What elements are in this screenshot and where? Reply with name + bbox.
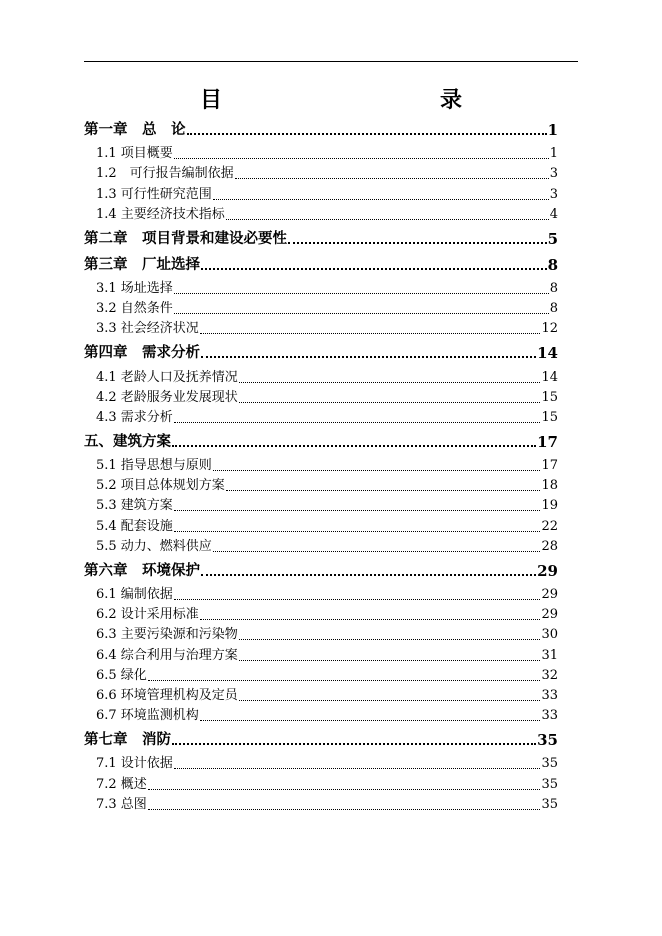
toc-entry-page-number: 35 bbox=[541, 776, 558, 792]
toc-entry-label: 1.3 可行性研究范围 bbox=[96, 186, 212, 202]
toc-entry-page-number: 4 bbox=[549, 206, 558, 222]
dot-leader bbox=[201, 356, 536, 358]
toc-entry-label: 7.2 概述 bbox=[96, 776, 147, 792]
dot-leader bbox=[174, 422, 541, 423]
toc-section-entry[interactable] bbox=[84, 605, 558, 625]
toc-entry-page-number: 3 bbox=[549, 166, 558, 182]
toc-section-entry[interactable] bbox=[84, 388, 558, 408]
toc-entry-page-number: 28 bbox=[541, 538, 558, 554]
toc-entry-page-number: 31 bbox=[541, 647, 558, 663]
dot-leader bbox=[174, 293, 549, 294]
toc-entry-page-number: 1 bbox=[547, 121, 558, 139]
toc-section-entry[interactable] bbox=[84, 686, 558, 706]
dot-leader bbox=[172, 743, 536, 745]
toc-entry-label: 第七章 消防 bbox=[84, 731, 171, 749]
toc-entry-page-number: 8 bbox=[549, 280, 558, 296]
toc-section-entry[interactable] bbox=[84, 516, 558, 536]
toc-chapter-entry[interactable] bbox=[84, 430, 558, 451]
toc-entry-page-number: 33 bbox=[541, 708, 558, 724]
toc-entry-page-number: 35 bbox=[541, 756, 558, 772]
toc-section-entry[interactable] bbox=[84, 795, 558, 815]
toc-entry-label: 6.6 环境管理机构及定员 bbox=[96, 687, 238, 703]
toc-entry-page-number: 17 bbox=[541, 458, 558, 474]
table-of-contents bbox=[84, 116, 558, 815]
toc-entry-page-number: 15 bbox=[541, 409, 558, 425]
toc-entry-label: 6.5 绿化 bbox=[96, 667, 147, 683]
toc-entry-page-number: 14 bbox=[541, 369, 558, 385]
toc-entry-label: 5.3 建筑方案 bbox=[96, 498, 173, 514]
toc-entry-label: 4.3 需求分析 bbox=[96, 409, 173, 425]
toc-section-entry[interactable] bbox=[84, 774, 558, 794]
toc-entry-label: 3.3 社会经济状况 bbox=[96, 321, 199, 337]
toc-section-entry[interactable] bbox=[84, 456, 558, 476]
toc-chapter-entry[interactable] bbox=[84, 253, 558, 274]
toc-section-entry[interactable] bbox=[84, 144, 558, 164]
toc-section-entry[interactable] bbox=[84, 666, 558, 686]
toc-section-entry[interactable] bbox=[84, 706, 558, 726]
toc-entry-label: 5.2 项目总体规划方案 bbox=[96, 478, 225, 494]
dot-leader bbox=[201, 268, 547, 270]
toc-entry-page-number: 29 bbox=[541, 587, 558, 602]
toc-entry-label: 4.2 老龄服务业发展现状 bbox=[96, 389, 238, 405]
dot-leader bbox=[200, 619, 541, 620]
toc-entry-page-number: 14 bbox=[537, 344, 558, 363]
toc-entry-page-number: 35 bbox=[537, 731, 558, 750]
toc-entry-label: 6.3 主要污染源和污染物 bbox=[96, 627, 238, 643]
dot-leader bbox=[148, 680, 541, 681]
dot-leader bbox=[239, 639, 541, 640]
toc-entry-label: 第二章 项目背景和建设必要性 bbox=[84, 229, 287, 247]
dot-leader bbox=[174, 158, 549, 159]
dot-leader bbox=[148, 789, 541, 790]
toc-entry-page-number: 15 bbox=[541, 389, 558, 405]
dot-leader bbox=[174, 599, 541, 600]
toc-entry-page-number: 19 bbox=[541, 498, 558, 514]
toc-entry-page-number: 8 bbox=[549, 301, 558, 317]
toc-section-entry[interactable] bbox=[84, 164, 558, 184]
toc-section-entry[interactable] bbox=[84, 537, 558, 557]
toc-entry-label: 7.3 总图 bbox=[96, 796, 147, 812]
toc-chapter-entry[interactable] bbox=[84, 341, 558, 362]
dot-leader bbox=[187, 133, 547, 135]
toc-section-entry[interactable] bbox=[84, 299, 558, 319]
toc-entry-page-number: 29 bbox=[541, 607, 558, 623]
toc-entry-label: 3.2 自然条件 bbox=[96, 301, 173, 317]
toc-entry-page-number: 35 bbox=[541, 796, 558, 812]
toc-entry-label: 5.5 动力、燃料供应 bbox=[96, 538, 212, 554]
dot-leader bbox=[213, 470, 541, 471]
toc-entry-label: 1.1 项目概要 bbox=[96, 146, 173, 162]
toc-section-entry[interactable] bbox=[84, 625, 558, 645]
toc-section-entry[interactable] bbox=[84, 585, 558, 605]
toc-entry-label: 3.1 场址选择 bbox=[96, 280, 173, 296]
dot-leader bbox=[213, 199, 549, 200]
dot-leader bbox=[235, 178, 549, 179]
dot-leader bbox=[148, 809, 541, 810]
dot-leader bbox=[174, 510, 541, 511]
dot-leader bbox=[213, 551, 541, 552]
toc-section-entry[interactable] bbox=[84, 476, 558, 496]
dot-leader bbox=[239, 660, 541, 661]
header-rule bbox=[84, 61, 578, 62]
toc-entry-page-number: 32 bbox=[541, 667, 558, 683]
toc-chapter-entry[interactable] bbox=[84, 227, 558, 248]
toc-entry-page-number: 30 bbox=[541, 627, 558, 643]
toc-entry-page-number: 3 bbox=[549, 186, 558, 202]
toc-entry-label: 1.2 可行报告编制依据 bbox=[96, 166, 234, 182]
toc-section-entry[interactable] bbox=[84, 754, 558, 774]
toc-entry-page-number: 22 bbox=[541, 518, 558, 534]
dot-leader bbox=[239, 402, 541, 403]
toc-section-entry[interactable] bbox=[84, 184, 558, 204]
dot-leader bbox=[226, 490, 541, 491]
toc-section-entry[interactable] bbox=[84, 319, 558, 339]
dot-leader bbox=[174, 531, 541, 532]
toc-entry-page-number: 1 bbox=[549, 146, 558, 162]
toc-section-entry[interactable] bbox=[84, 645, 558, 665]
toc-entry-label: 6.4 综合利用与治理方案 bbox=[96, 647, 238, 663]
toc-entry-page-number: 5 bbox=[547, 229, 558, 248]
toc-entry-label: 第三章 厂址选择 bbox=[84, 255, 200, 273]
toc-entry-page-number: 8 bbox=[547, 255, 558, 274]
dot-leader bbox=[226, 219, 549, 220]
toc-entry-label: 6.1 编制依据 bbox=[96, 587, 173, 602]
toc-entry-label: 7.1 设计依据 bbox=[96, 756, 173, 772]
toc-entry-label: 5.4 配套设施 bbox=[96, 518, 173, 534]
dot-leader bbox=[288, 242, 547, 244]
toc-section-entry[interactable] bbox=[84, 408, 558, 428]
dot-leader bbox=[239, 700, 541, 701]
toc-entry-label: 4.1 老龄人口及抚养情况 bbox=[96, 369, 238, 385]
toc-entry-page-number: 33 bbox=[541, 687, 558, 703]
toc-entry-label: 第四章 需求分析 bbox=[84, 344, 200, 362]
toc-entry-label: 6.2 设计采用标准 bbox=[96, 607, 199, 623]
toc-entry-page-number: 12 bbox=[541, 321, 558, 337]
toc-entry-label: 五、建筑方案 bbox=[84, 432, 171, 450]
dot-leader bbox=[174, 313, 549, 314]
dot-leader bbox=[172, 445, 536, 447]
toc-section-entry[interactable] bbox=[84, 496, 558, 516]
toc-section-entry[interactable] bbox=[84, 279, 558, 299]
dot-leader bbox=[200, 720, 541, 721]
toc-chapter-entry[interactable] bbox=[84, 559, 558, 580]
toc-entry-page-number: 29 bbox=[537, 561, 558, 580]
toc-section-entry[interactable] bbox=[84, 367, 558, 387]
dot-leader bbox=[200, 333, 541, 334]
toc-chapter-entry[interactable] bbox=[84, 728, 558, 749]
dot-leader bbox=[201, 574, 536, 576]
toc-entry-page-number: 18 bbox=[541, 478, 558, 494]
toc-chapter-entry[interactable] bbox=[84, 118, 558, 139]
toc-entry-label: 第一章 总 论 bbox=[84, 121, 186, 138]
toc-title: 目 录 bbox=[199, 87, 520, 113]
toc-entry-label: 5.1 指导思想与原则 bbox=[96, 458, 212, 474]
dot-leader bbox=[174, 768, 541, 769]
toc-section-entry[interactable] bbox=[84, 205, 558, 225]
toc-entry-label: 第六章 环境保护 bbox=[84, 561, 200, 579]
toc-entry-label: 6.7 环境监测机构 bbox=[96, 708, 199, 724]
toc-entry-label: 1.4 主要经济技术指标 bbox=[96, 206, 225, 222]
dot-leader bbox=[239, 382, 541, 383]
toc-entry-page-number: 17 bbox=[537, 432, 558, 451]
